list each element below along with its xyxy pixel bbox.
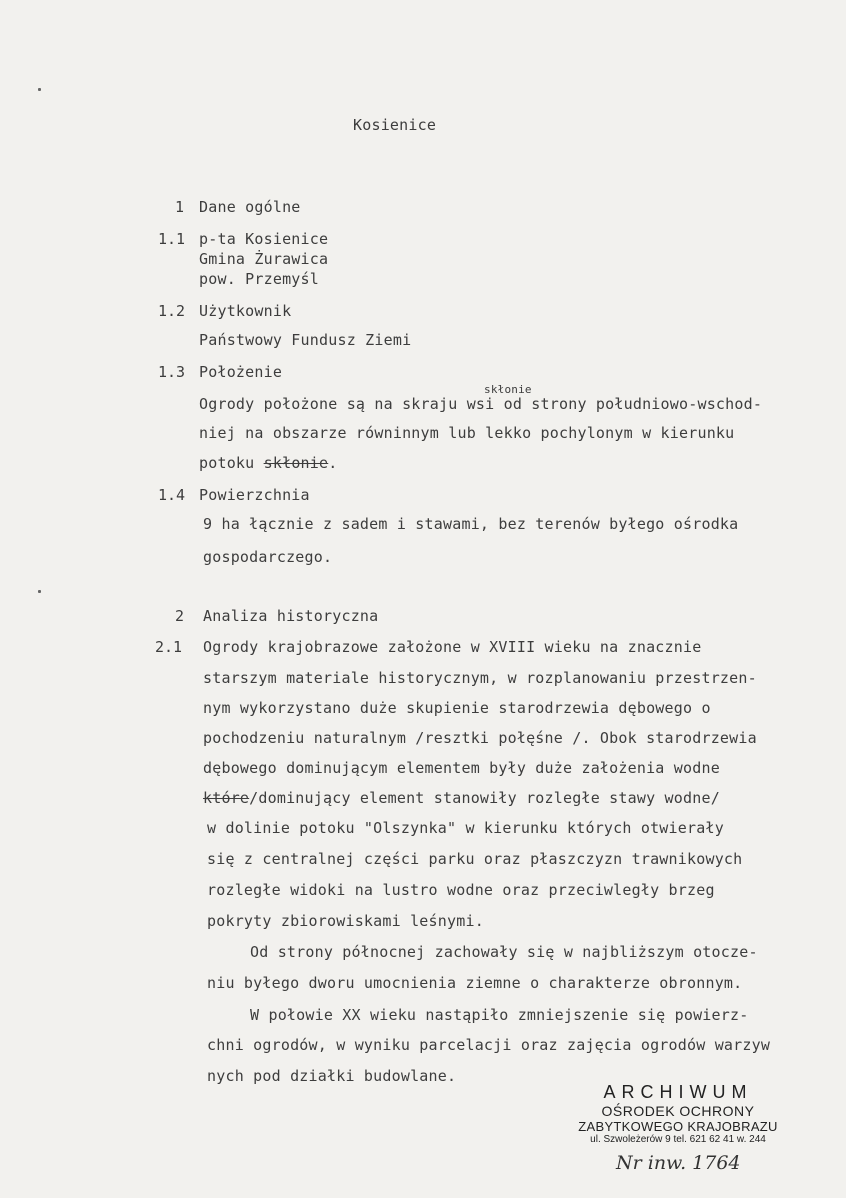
text-line: 9 ha łącznie z sadem i stawami, bez terenów byłego ośrodka	[203, 515, 739, 533]
item-number: 1.3	[158, 363, 186, 381]
text-line: Ogrody krajobrazowe założone w XVIII wieku na znacznie	[203, 638, 702, 656]
punch-mark	[38, 88, 41, 91]
text-line: nych pod działki budowlane.	[207, 1067, 457, 1085]
text-line: w dolinie potoku "Olszynka" w kierunku których otwierały	[207, 819, 724, 837]
text-line: gospodarczego.	[203, 548, 333, 566]
text-line: niej na obszarze równinnym lub lekko pochylonym w kierunku	[199, 424, 735, 442]
text-line	[203, 789, 720, 807]
item-text: Państwowy Fundusz Ziemi	[199, 331, 412, 349]
section-heading: Analiza historyczna	[203, 607, 379, 625]
text-line: W połowie XX wieku nastąpiło zmniejszenie się powierz-	[250, 1006, 749, 1024]
text-line	[199, 454, 337, 472]
text-line: dębowego dominującym elementem były duże założenia wodne	[203, 759, 720, 777]
item-number: 1.1	[158, 230, 186, 248]
address-line: p-ta Kosienice	[199, 230, 329, 248]
item-heading: Położenie	[199, 363, 283, 381]
text-line: nym wykorzystano duże skupienie starodrzewia dębowego o	[203, 699, 711, 717]
text-line: się z centralnej części parku oraz płaszczyzn trawnikowych	[207, 850, 743, 868]
text-fragment: potoku	[199, 454, 255, 472]
item-heading: Powierzchnia	[199, 486, 310, 504]
stamp-line: OŚRODEK OCHRONY	[601, 1103, 755, 1119]
text-fragment: .	[328, 454, 338, 472]
section-heading: Dane ogólne	[199, 198, 301, 216]
text-line: Od strony północnej zachowały się w najbliższym otocze-	[250, 943, 758, 961]
address-line: Gmina Żurawica	[199, 250, 329, 268]
archive-stamp	[578, 1082, 778, 1145]
text-fragment: /dominujący element stanowiły rozległe stawy wodne/	[249, 789, 720, 807]
text-line: Ogrody położone są na skraju wsi od strony południowo-wschod-	[199, 395, 763, 413]
text-line: pochodzeniu naturalnym /resztki połęśne /. Obok starodrzewia	[203, 729, 757, 747]
address-line: pow. Przemyśl	[199, 270, 319, 288]
text-line: niu byłego dworu umocnienia ziemne o charakterze obronnym.	[207, 974, 743, 992]
item-heading: Użytkownik	[199, 302, 292, 320]
item-number: 1.2	[158, 302, 186, 320]
section-number: 2	[175, 607, 185, 625]
text-line: pokryty zbiorowiskami leśnymi.	[207, 912, 484, 930]
stamp-line: ZABYTKOWEGO KRAJOBRAZU	[578, 1119, 778, 1134]
document-title: Kosienice	[353, 116, 437, 134]
text-line: chni ogrodów, w wyniku parcelacji oraz zajęcia ogrodów warzyw	[207, 1036, 771, 1054]
punch-mark	[38, 590, 41, 593]
struck-word: które	[203, 789, 250, 807]
stamp-address: ul. Szwoleżerów 9 tel. 621 62 41 w. 244	[590, 1134, 766, 1145]
handwritten-insert: skłonie	[484, 383, 532, 396]
struck-word: skłonie	[263, 454, 329, 472]
section-number: 1	[175, 198, 185, 216]
text-line: rozległe widoki na lustro wodne oraz przeciwległy brzeg	[207, 881, 715, 899]
stamp-title: ARCHIWUM	[603, 1082, 753, 1102]
inventory-number: Nr inw. 1764	[616, 1152, 741, 1174]
item-number: 1.4	[158, 486, 186, 504]
item-number: 2.1	[155, 638, 183, 656]
text-line: starszym materiale historycznym, w rozplanowaniu przestrzen-	[203, 669, 757, 687]
